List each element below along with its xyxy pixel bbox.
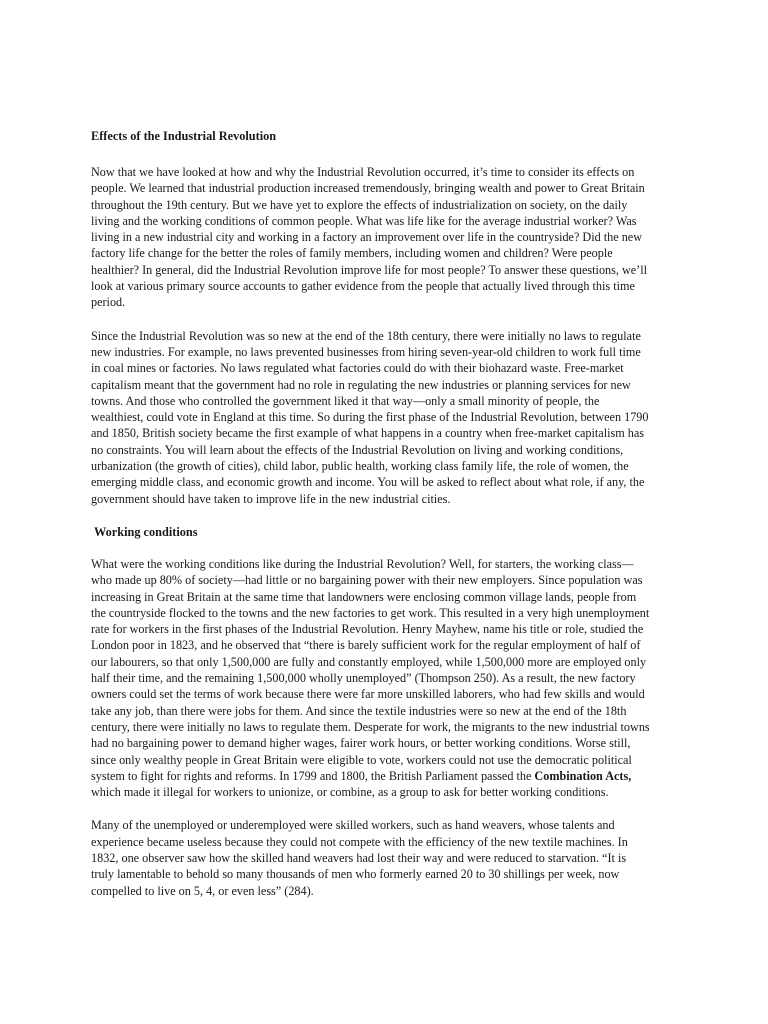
document-title: Effects of the Industrial Revolution: [91, 129, 277, 143]
working-paragraph-text-part2: which made it illegal for workers to unionize, or combine, as a group to ask for better working conditions.: [91, 785, 609, 800]
section-heading-working-conditions: Working conditions: [94, 524, 198, 539]
working-conditions-paragraph: [91, 556, 651, 800]
intro-paragraph: Now that we have looked at how and why the Industrial Revolution occurred, it’s time to consider its effects on people. We learned that industrial production increased tremendously, bringing wealth and power to Great Britain throughout the 19th century. But we have yet to explore the effects of industrialization on society, on the daily living and the working conditions of common people. What was life like for the average industrial worker? Was living in a new industrial city and working in a factory an improvement over life in the countryside? Did the new factory life change for the better the roles of family members, including women and children? Were people healthier? In general, did the Industrial Revolution improve life for most people? To answer these questions, we’ll look at various primary source accounts to gather evidence from the people that actually lived through this time period.: [91, 165, 648, 310]
document-page: [91, 128, 651, 899]
weavers-paragraph: Many of the unemployed or underemployed were skilled workers, such as hand weavers, whose talents and experience became useless because they could not compete with the efficiency of the new textile machines. In 1832, one observer saw how the skilled hand weavers had lost their way and were reduced to starvation. “It is truly lamentable to behold so many thousands of men who formerly earned 20 to 30 shillings per week, now compelled to live on 5, 4, or even less” (284).: [91, 818, 628, 898]
second-paragraph: Since the Industrial Revolution was so new at the end of the 18th century, there were initially no laws to regulate new industries. For example, no laws prevented businesses from hiring seven-year-old children to work full time in coal mines or factories. No laws regulated what factories could do with their biohazard waste. Free-market capitalism meant that the government had no role in regulating the new industries or planning services for new towns. And those who controlled the government liked it that way—only a small minority of people, the wealthiest, could vote in England at this time. So during the first phase of the Industrial Revolution, between 1790 and 1850, British society became the first example of what happens in a country when free-market capitalism has no constraints. You will learn about the effects of the Industrial Revolution on living and working conditions, urbanization (the growth of cities), child labor, public health, working class family life, the role of women, the emerging middle class, and economic growth and income. You will be asked to reflect about what role, if any, the government should have taken to improve life in the new industrial cities.: [91, 328, 649, 506]
combination-acts-term: Combination Acts,: [534, 768, 632, 783]
working-paragraph-text-part1: What were the working conditions like during the Industrial Revolution? Well, for starters, the working class—who made up 80% of society—had little or no bargaining power with their new employers. Since population was increasing in Great Britain at the same time that landowners were enclosing common village lands, people from the countryside flocked to the towns and the new factories to get work. This resulted in a very high unemployment rate for workers in the first phases of the Industrial Revolution. Henry Mayhew, name his title or role, studied the London poor in 1823, and he observed that “there is barely sufficient work for the regular employment of half of our labourers, so that only 1,500,000 are fully and constantly employed, while 1,500,000 more are employed only half their time, and the remaining 1,500,000 wholly unemployed” (Thompson 250). As a result, the new factory owners could set the terms of work because there were far more unskilled laborers, who had few skills and would take any job, than there were jobs for them. And since the textile industries were so new at the end of the 18th century, there were initially no laws to regulate them. Desperate for work, the migrants to the new industrial towns had no bargaining power to demand higher wages, fairer work hours, or better working conditions. Worse still, since only wealthy people in Great Britain were eligible to vote, workers could not use the democratic political system to fight for rights and reforms. In 1799 and 1800, the British Parliament passed the: [91, 556, 650, 783]
